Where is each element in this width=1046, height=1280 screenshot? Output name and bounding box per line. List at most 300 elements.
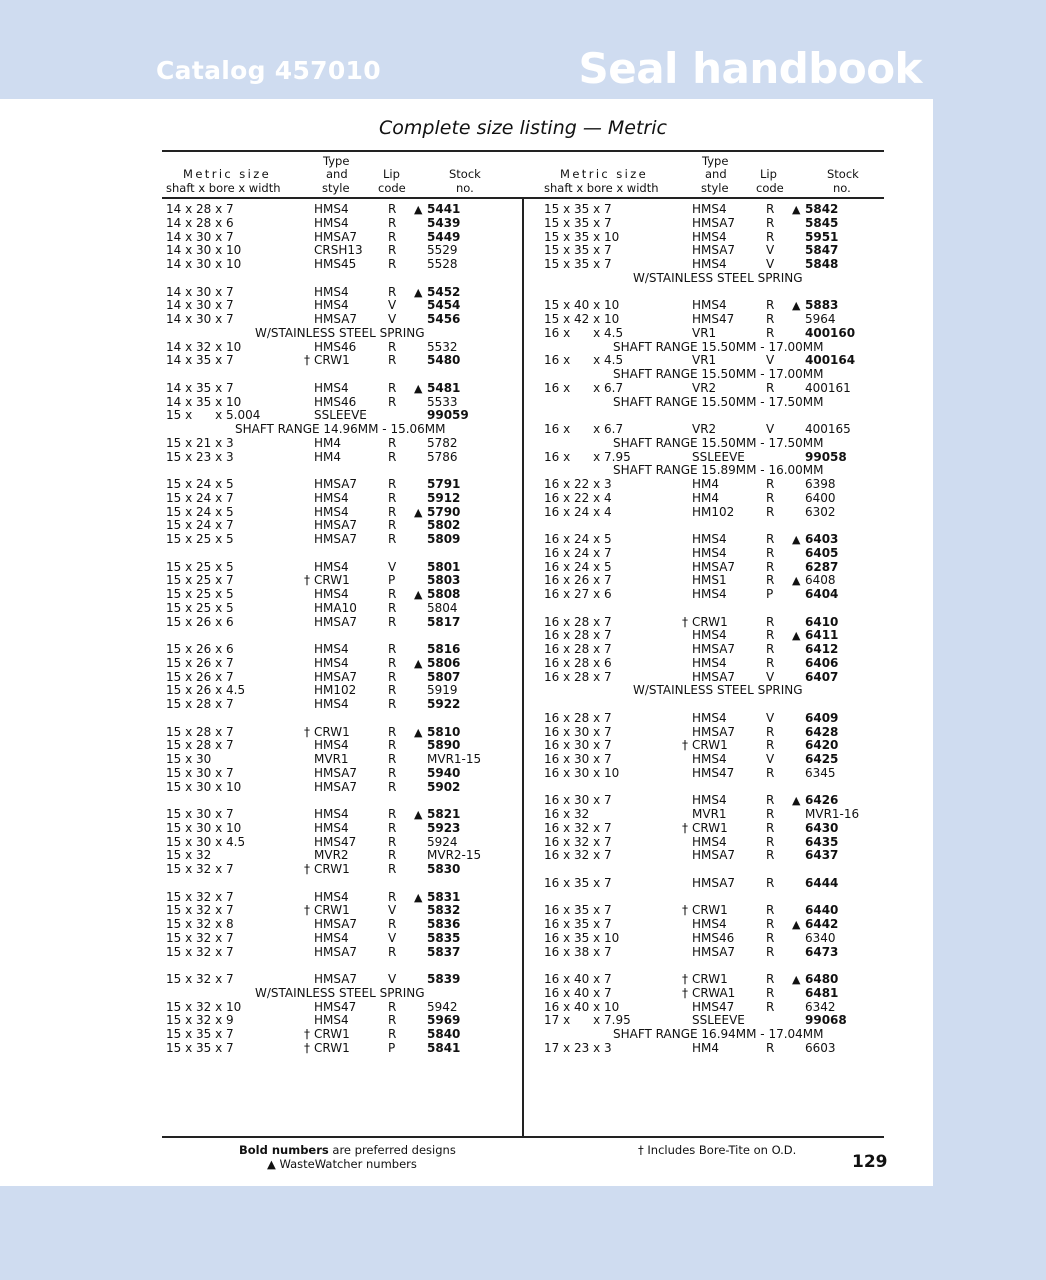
wastewatcher-triangle-icon: ▲ — [414, 381, 423, 395]
size-cell: 15 x 24 x 7 — [166, 518, 234, 533]
stock-cell: 6407 — [805, 669, 839, 684]
table-row — [166, 299, 516, 313]
type-cell: † CRW1 — [682, 820, 728, 835]
metric-size-header: Metric size — [183, 167, 272, 181]
lip-cell: R — [388, 724, 397, 739]
lip-cell: R — [388, 243, 397, 258]
lip-cell: R — [766, 917, 775, 931]
type-cell: HMSA7 — [692, 559, 736, 574]
type-cell: HMS4 — [692, 257, 727, 271]
row-spacer — [544, 519, 884, 533]
stock-cell: 6603 — [805, 1040, 836, 1055]
catalog-number: Catalog 457010 — [156, 56, 381, 85]
table-note — [544, 464, 884, 478]
lip-cell: P — [388, 1040, 396, 1055]
stock-cell: 5802 — [427, 518, 461, 533]
page — [0, 99, 933, 1186]
size-cell: 16 x 35 x 7 — [544, 903, 612, 918]
stock-cell: ▲ 5452 — [414, 284, 461, 299]
table-row — [544, 258, 884, 272]
row-spacer — [544, 698, 884, 712]
note-text: W/STAINLESS STEEL SPRING — [633, 683, 803, 698]
stock-cell: 6342 — [805, 999, 836, 1014]
size-cell: 15 x 35 x 7 — [544, 202, 612, 216]
type-cell: HM102 — [314, 683, 357, 698]
type-header-1: Type — [323, 154, 350, 168]
table-row — [166, 588, 516, 602]
lip-cell: R — [388, 477, 397, 491]
table-row — [166, 451, 516, 465]
lip-cell: R — [388, 1027, 397, 1041]
size-cell: 15 x 42 x 10 — [544, 312, 620, 326]
lip-cell: R — [388, 600, 397, 615]
size-cell: 14 x 30 x 10 — [166, 257, 242, 271]
table-row — [166, 684, 516, 698]
stock-cell: 5848 — [805, 257, 839, 271]
lip-cell: R — [388, 642, 397, 656]
stock-cell: 5439 — [427, 215, 461, 230]
stock-cell: ▲ 5831 — [414, 889, 461, 904]
table-row — [166, 409, 516, 423]
lip-cell: R — [766, 930, 775, 945]
type-cell: HMSA7 — [314, 614, 358, 629]
lip-cell: R — [388, 202, 397, 216]
lip-cell: R — [388, 765, 397, 780]
lip-cell: R — [388, 779, 397, 794]
size-cell: 14 x 30 x 7 — [166, 312, 234, 326]
size-cell: 16 x 28 x 7 — [544, 642, 612, 656]
note-text: SHAFT RANGE 15.50MM - 17.50MM — [613, 435, 824, 450]
wastewatcher-triangle-icon: ▲ — [792, 203, 801, 216]
stock-cell: 5840 — [427, 1027, 461, 1041]
size-cell: 16 x 35 x 7 — [544, 875, 612, 890]
table-row — [544, 217, 884, 231]
size-cell: 15 x 25 x 7 — [166, 573, 234, 588]
size-cell: 15 x 30 x 7 — [166, 807, 234, 821]
lip-header-1: Lip — [383, 167, 400, 181]
table-row — [544, 849, 884, 863]
row-spacer — [166, 629, 516, 643]
size-cell: 15 x 32 x 7 — [166, 944, 234, 959]
lip-cell: R — [388, 532, 397, 546]
stock-cell: ▲ 5810 — [414, 724, 461, 739]
dagger-icon: † — [304, 724, 310, 739]
wastewatcher-triangle-icon: ▲ — [414, 588, 423, 601]
note-text: SHAFT RANGE 16.94MM - 17.04MM — [613, 1027, 824, 1041]
stock-cell: 5803 — [427, 573, 461, 588]
lip-cell: R — [766, 559, 775, 574]
row-spacer — [166, 368, 516, 382]
stock-cell: 5449 — [427, 229, 461, 244]
size-cell: 16 x x 6.7 — [544, 422, 624, 436]
type-cell: † CRW1 — [304, 862, 350, 876]
size-cell: 14 x 35 x 7 — [166, 380, 234, 395]
lip-cell: R — [766, 545, 775, 560]
size-cell: 16 x 32 x 7 — [544, 848, 612, 863]
lip-cell: R — [766, 298, 775, 313]
table-note — [544, 272, 884, 286]
row-spacer — [166, 464, 516, 478]
table-row — [166, 492, 516, 506]
type-cell: HMS47 — [314, 999, 357, 1014]
size-cell: 15 x 30 x 4.5 — [166, 834, 246, 849]
size-cell: 15 x 28 x 7 — [166, 697, 234, 711]
type-cell: HMS4 — [314, 889, 349, 904]
table-row — [544, 739, 884, 753]
table-row — [166, 849, 516, 863]
lip-cell: R — [766, 903, 775, 918]
lip-cell: R — [388, 394, 397, 409]
lip-cell: R — [766, 312, 775, 326]
wastewatcher-triangle-icon: ▲ — [414, 808, 423, 821]
size-cell: 15 x 35 x 10 — [544, 229, 620, 244]
stock-cell: 6435 — [805, 834, 839, 849]
type-cell: HMS4 — [314, 807, 349, 821]
lip-cell: V — [766, 669, 775, 684]
table-row — [544, 712, 884, 726]
stock-cell: 5951 — [805, 229, 839, 244]
stock-cell: 400161 — [805, 380, 851, 395]
table-row — [544, 726, 884, 740]
table-row — [166, 478, 516, 492]
table-row — [544, 588, 884, 602]
type-cell: HMS4 — [314, 559, 349, 574]
size-cell: 16 x 40 x 7 — [544, 972, 612, 986]
type-cell: HMS4 — [314, 930, 349, 945]
type-cell: HMSA7 — [692, 848, 736, 863]
size-cell: 16 x 30 x 7 — [544, 752, 612, 766]
size-cell: 15 x 26 x 7 — [166, 655, 234, 670]
lip-cell: V — [766, 422, 775, 436]
stock-cell: 5807 — [427, 669, 461, 684]
lip-cell: R — [766, 793, 775, 808]
stock-cell: 6437 — [805, 848, 839, 863]
right-column-header — [544, 154, 884, 198]
lip-cell: R — [388, 435, 397, 450]
table-row — [166, 1028, 516, 1042]
stock-cell: 5528 — [427, 257, 458, 271]
lip-cell: R — [388, 380, 397, 395]
type-cell: SSLEEVE — [314, 408, 367, 423]
stock-cell: ▲ 6408 — [792, 573, 836, 588]
size-cell: 15 x 26 x 4.5 — [166, 683, 246, 698]
row-spacer — [166, 794, 516, 808]
type-cell: HMS4 — [692, 587, 727, 601]
stock-cell: ▲ 5441 — [414, 202, 461, 216]
table-row — [166, 726, 516, 740]
type-cell: † CRWA1 — [682, 985, 736, 1000]
row-spacer — [166, 877, 516, 891]
lip-cell: R — [766, 229, 775, 244]
stock-cell: 5533 — [427, 394, 458, 409]
lip-cell: R — [388, 889, 397, 904]
stock-cell: 400165 — [805, 422, 851, 436]
size-cell: 16 x 26 x 7 — [544, 573, 612, 588]
lip-cell: V — [388, 298, 397, 313]
stock-cell: 5782 — [427, 435, 458, 450]
lip-cell: V — [766, 752, 775, 766]
lip-cell: R — [766, 490, 775, 505]
table-row — [544, 822, 884, 836]
type-cell: HMS4 — [692, 710, 727, 725]
type-cell: HMSA7 — [314, 917, 358, 931]
dagger-icon: † — [304, 573, 310, 588]
table-row — [544, 203, 884, 217]
lip-cell: R — [766, 807, 775, 821]
type-cell: HMS4 — [314, 738, 349, 753]
type-header-3: style — [701, 181, 729, 195]
table-row — [544, 533, 884, 547]
size-cell: 16 x x 7.95 — [544, 449, 631, 464]
lip-cell: V — [766, 257, 775, 271]
table-row — [544, 1042, 884, 1056]
stock-cell: 5847 — [805, 243, 839, 258]
stock-cell: 6404 — [805, 587, 839, 601]
type-cell: VR1 — [692, 325, 717, 340]
size-cell: 15 x 32 x 10 — [166, 999, 242, 1014]
size-cell: 16 x 40 x 7 — [544, 985, 612, 1000]
type-cell: † CRW1 — [304, 724, 350, 739]
table-row — [166, 753, 516, 767]
lip-cell: R — [388, 449, 397, 464]
size-cell: 16 x 24 x 4 — [544, 504, 612, 519]
stock-cell: ▲ 6411 — [792, 628, 839, 643]
size-cell: 14 x 30 x 10 — [166, 243, 242, 258]
table-row — [166, 519, 516, 533]
size-cell: 15 x 32 x 7 — [166, 903, 234, 918]
type-cell: HMS47 — [314, 834, 357, 849]
size-cell: 15 x 35 x 7 — [166, 1027, 234, 1041]
stock-cell: ▲ 5806 — [414, 655, 461, 670]
type-cell: † CRW1 — [304, 1027, 350, 1041]
lip-cell: R — [388, 339, 397, 354]
stock-cell: 6444 — [805, 875, 839, 890]
stock-cell: 6473 — [805, 944, 839, 959]
stock-cell: 5969 — [427, 1013, 461, 1028]
type-cell: HMSA7 — [314, 312, 358, 326]
handbook-title: Seal handbook — [578, 44, 922, 93]
type-cell: † CRW1 — [304, 903, 350, 918]
dagger-icon: † — [682, 903, 688, 918]
stock-cell: 5786 — [427, 449, 458, 464]
table-row — [544, 904, 884, 918]
lip-cell: R — [388, 504, 397, 519]
size-cell: 15 x 26 x 7 — [166, 669, 234, 684]
type-cell: HMSA7 — [314, 944, 358, 959]
size-cell: 15 x x 5.004 — [166, 408, 261, 423]
stock-cell: 6405 — [805, 545, 839, 560]
lip-cell: R — [766, 655, 775, 670]
type-cell: HMS1 — [692, 573, 727, 588]
stock-cell: 5923 — [427, 820, 461, 835]
lip-cell: R — [388, 229, 397, 244]
lip-cell: R — [388, 353, 397, 368]
row-spacer — [544, 286, 884, 300]
table-row — [544, 561, 884, 575]
stock-cell: ▲ 6426 — [792, 793, 839, 808]
stock-cell: 400160 — [805, 325, 856, 340]
stock-cell: 5837 — [427, 944, 461, 959]
lip-cell: R — [388, 490, 397, 505]
table-row — [166, 836, 516, 850]
table-row — [544, 808, 884, 822]
wastewatcher-triangle-icon: ▲ — [792, 918, 801, 931]
type-cell: HM4 — [314, 449, 342, 464]
table-row — [544, 918, 884, 932]
table-row — [166, 767, 516, 781]
table-row — [166, 973, 516, 987]
table-row — [166, 341, 516, 355]
size-cell: 15 x 26 x 6 — [166, 614, 234, 629]
type-cell: MVR2 — [314, 848, 349, 863]
wastewatcher-triangle-icon: ▲ — [792, 574, 801, 588]
table-note — [544, 684, 884, 698]
table-row — [166, 657, 516, 671]
table-row — [544, 382, 884, 396]
type-cell: HM4 — [314, 435, 342, 450]
type-cell: HMSA7 — [314, 477, 358, 491]
stock-cell: 5804 — [427, 600, 458, 615]
type-cell: HM4 — [692, 1040, 720, 1055]
row-spacer — [166, 712, 516, 726]
stock-cell: 5801 — [427, 559, 461, 574]
table-row — [544, 987, 884, 1001]
dagger-icon: † — [682, 820, 688, 835]
type-cell: HMS4 — [314, 504, 349, 519]
type-cell: HMS46 — [314, 394, 357, 409]
lip-cell: R — [388, 215, 397, 230]
stock-cell: MVR1-15 — [427, 752, 482, 766]
table-row — [544, 327, 884, 341]
table-note — [544, 1028, 884, 1042]
table-row — [544, 547, 884, 561]
stock-cell: ▲ 5481 — [414, 380, 461, 395]
size-cell: 16 x 30 x 7 — [544, 793, 612, 808]
table-row — [544, 973, 884, 987]
type-cell: † CRW1 — [304, 1040, 350, 1055]
row-spacer — [166, 272, 516, 286]
lip-cell: V — [388, 903, 397, 918]
note-text: SHAFT RANGE 15.50MM - 17.00MM — [613, 339, 824, 354]
type-cell: HMS47 — [692, 999, 735, 1014]
table-row — [544, 671, 884, 685]
lip-cell: V — [388, 312, 397, 326]
table-row — [544, 451, 884, 465]
size-cell: 16 x 27 x 6 — [544, 587, 612, 601]
stock-cell: 6406 — [805, 655, 839, 670]
stock-cell: 5532 — [427, 339, 458, 354]
lip-cell: R — [388, 752, 397, 766]
size-cell: 16 x 30 x 7 — [544, 738, 612, 753]
stock-cell: 5922 — [427, 697, 461, 711]
table-row — [166, 698, 516, 712]
size-cell: 15 x 26 x 6 — [166, 642, 234, 656]
table-row — [166, 616, 516, 630]
size-cell: 15 x 35 x 7 — [544, 215, 612, 230]
top-rule — [162, 150, 884, 152]
lip-cell: V — [766, 243, 775, 258]
size-cell: 14 x 35 x 10 — [166, 394, 242, 409]
size-cell: 15 x 35 x 7 — [166, 1040, 234, 1055]
type-cell: HMS4 — [314, 820, 349, 835]
type-cell: HMS4 — [314, 490, 349, 505]
right-table — [544, 203, 884, 1056]
stock-cell: 6400 — [805, 490, 836, 505]
type-header-2: and — [326, 167, 348, 181]
stock-cell: 6345 — [805, 765, 836, 780]
table-row — [166, 382, 516, 396]
stock-cell: 5841 — [427, 1040, 461, 1055]
lip-cell: R — [388, 697, 397, 711]
type-cell: HM4 — [692, 477, 720, 491]
row-spacer — [544, 602, 884, 616]
type-cell: † CRW1 — [682, 738, 728, 753]
stock-header-1: Stock — [827, 167, 859, 181]
table-row — [544, 1001, 884, 1015]
stock-cell: ▲ 6480 — [792, 972, 839, 986]
lip-cell: R — [388, 834, 397, 849]
table-row — [166, 1001, 516, 1015]
table-row — [544, 1014, 884, 1028]
stock-cell: 5924 — [427, 834, 458, 849]
type-cell: HMS4 — [692, 917, 727, 931]
size-cell: 15 x 32 — [166, 848, 212, 863]
size-cell: 15 x 24 x 5 — [166, 504, 234, 519]
lip-cell: P — [766, 587, 774, 601]
stock-cell: 5832 — [427, 903, 461, 918]
size-cell: 14 x 30 x 7 — [166, 284, 234, 299]
lip-cell: R — [388, 284, 397, 299]
wastewatcher-triangle-icon: ▲ — [792, 629, 801, 643]
lip-cell: R — [388, 862, 397, 876]
table-row — [544, 478, 884, 492]
type-cell: HMS47 — [692, 312, 735, 326]
lip-cell: R — [766, 1040, 775, 1055]
table-row — [166, 574, 516, 588]
note-text: W/STAINLESS STEEL SPRING — [255, 325, 425, 340]
dagger-icon: † — [682, 738, 688, 753]
stock-cell: 99068 — [805, 1013, 847, 1028]
size-cell: 14 x 35 x 7 — [166, 353, 234, 368]
note-text: W/STAINLESS STEEL SPRING — [633, 270, 803, 285]
table-row — [544, 492, 884, 506]
size-cell: 15 x 21 x 3 — [166, 435, 234, 450]
table-row — [544, 629, 884, 643]
stock-cell: ▲ 5821 — [414, 807, 461, 821]
row-spacer — [544, 863, 884, 877]
table-row — [544, 616, 884, 630]
type-cell: HMS4 — [314, 655, 349, 670]
type-cell: HMS4 — [692, 545, 727, 560]
size-cell: 16 x 24 x 5 — [544, 559, 612, 574]
lip-cell: R — [766, 820, 775, 835]
size-cell: 14 x 32 x 10 — [166, 339, 242, 354]
type-cell: HMSA7 — [314, 229, 358, 244]
type-cell: HMS4 — [692, 298, 727, 313]
table-row — [166, 643, 516, 657]
table-note — [166, 423, 516, 437]
type-cell: VR1 — [692, 353, 717, 368]
table-row — [166, 506, 516, 520]
left-column-header — [166, 154, 516, 198]
dagger-icon: † — [304, 862, 310, 876]
lip-cell: R — [766, 999, 775, 1014]
table-row — [166, 1042, 516, 1056]
size-cell: 16 x 38 x 7 — [544, 944, 612, 959]
lip-cell: R — [766, 504, 775, 519]
size-cell: 16 x 30 x 10 — [544, 765, 620, 780]
type-cell: HMSA7 — [314, 779, 358, 794]
